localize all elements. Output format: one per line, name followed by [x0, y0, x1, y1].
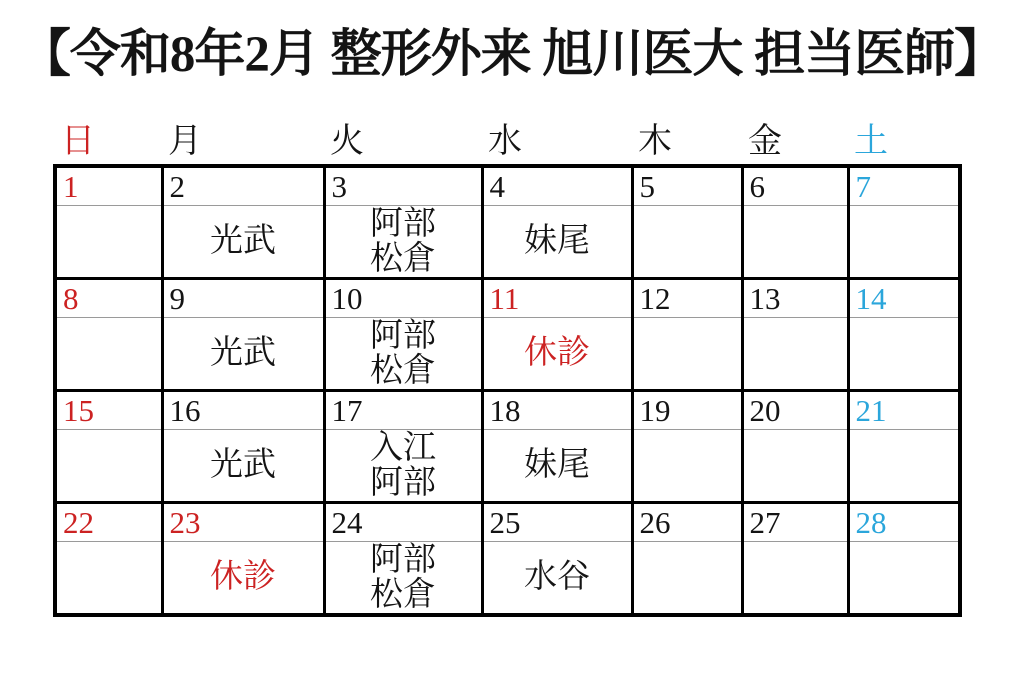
- date-number: 14: [850, 280, 959, 318]
- day-cell-20: [742, 391, 848, 503]
- staff-names: [850, 430, 959, 501]
- staff-name: 水谷: [524, 559, 590, 595]
- day-cell-5: [632, 166, 742, 279]
- date-number: 11: [484, 280, 631, 318]
- staff-names: [634, 206, 741, 277]
- date-number: 21: [850, 392, 959, 430]
- date-number: 17: [326, 392, 481, 430]
- staff-names: [164, 430, 323, 501]
- staff-names: [57, 318, 161, 389]
- date-number: 18: [484, 392, 631, 430]
- date-number: 1: [57, 168, 161, 206]
- day-cell-19: [632, 391, 742, 503]
- calendar-body: [55, 166, 960, 615]
- staff-name: 光武: [210, 335, 276, 371]
- date-number: 5: [634, 168, 741, 206]
- staff-name: 阿部: [370, 317, 436, 354]
- staff-name: 松倉: [370, 576, 436, 613]
- day-cell-3: [324, 166, 482, 279]
- day-cell-9: [162, 279, 324, 391]
- staff-names: [164, 318, 323, 389]
- calendar-page: [0, 12, 1024, 674]
- staff-name: 光武: [210, 447, 276, 483]
- staff-names: [850, 206, 959, 277]
- staff-names: [634, 318, 741, 389]
- date-number: 13: [744, 280, 847, 318]
- day-cell-26: [632, 503, 742, 616]
- staff-name: 妹尾: [524, 223, 590, 259]
- staff-names: [484, 430, 631, 501]
- day-cell-25: [482, 503, 632, 616]
- weekday-header-saturday: 土: [854, 123, 888, 160]
- day-cell-2: [162, 166, 324, 279]
- staff-name: 阿部: [370, 205, 436, 242]
- day-cell-18: [482, 391, 632, 503]
- day-cell-24: [324, 503, 482, 616]
- day-cell-17: [324, 391, 482, 503]
- staff-name: 休診: [524, 335, 590, 371]
- weekday-header-friday: 金: [748, 123, 782, 160]
- day-cell-14: [848, 279, 960, 391]
- staff-name: 阿部: [370, 464, 436, 501]
- day-cell-6: [742, 166, 848, 279]
- day-cell-10: [324, 279, 482, 391]
- staff-names: [850, 542, 959, 613]
- staff-names: [326, 542, 481, 613]
- staff-name: 光武: [210, 223, 276, 259]
- calendar-table: [53, 164, 962, 617]
- staff-names: [484, 542, 631, 613]
- day-cell-13: [742, 279, 848, 391]
- date-number: 20: [744, 392, 847, 430]
- date-number: 12: [634, 280, 741, 318]
- date-number: 15: [57, 392, 161, 430]
- staff-names: [326, 430, 481, 501]
- day-cell-22: [55, 503, 162, 616]
- calendar-week-row: [55, 503, 960, 616]
- staff-names: [326, 206, 481, 277]
- weekday-header-wednesday: 水: [488, 123, 522, 160]
- date-number: 3: [326, 168, 481, 206]
- staff-names: [634, 430, 741, 501]
- day-cell-16: [162, 391, 324, 503]
- date-number: 19: [634, 392, 741, 430]
- day-cell-8: [55, 279, 162, 391]
- staff-name: 妹尾: [524, 447, 590, 483]
- staff-names: [57, 542, 161, 613]
- date-number: 2: [164, 168, 323, 206]
- date-number: 9: [164, 280, 323, 318]
- day-cell-21: [848, 391, 960, 503]
- staff-names: [164, 542, 323, 613]
- date-number: 22: [57, 504, 161, 542]
- staff-name: 松倉: [370, 352, 436, 389]
- date-number: 28: [850, 504, 959, 542]
- day-cell-12: [632, 279, 742, 391]
- staff-name: 松倉: [370, 240, 436, 277]
- weekday-header-row: [53, 122, 1024, 162]
- day-cell-4: [482, 166, 632, 279]
- weekday-header-tuesday: 火: [330, 123, 364, 160]
- date-number: 24: [326, 504, 481, 542]
- staff-names: [744, 318, 847, 389]
- staff-name: 入江: [370, 429, 436, 466]
- calendar: [53, 122, 1024, 617]
- day-cell-23: [162, 503, 324, 616]
- date-number: 23: [164, 504, 323, 542]
- staff-names: [484, 318, 631, 389]
- staff-names: [57, 430, 161, 501]
- day-cell-7: [848, 166, 960, 279]
- weekday-header-sunday: 日: [61, 123, 95, 160]
- calendar-week-row: [55, 279, 960, 391]
- staff-names: [744, 542, 847, 613]
- staff-names: [744, 430, 847, 501]
- day-cell-15: [55, 391, 162, 503]
- day-cell-27: [742, 503, 848, 616]
- staff-names: [484, 206, 631, 277]
- date-number: 4: [484, 168, 631, 206]
- date-number: 25: [484, 504, 631, 542]
- date-number: 8: [57, 280, 161, 318]
- day-cell-11: [482, 279, 632, 391]
- date-number: 10: [326, 280, 481, 318]
- staff-names: [850, 318, 959, 389]
- day-cell-28: [848, 503, 960, 616]
- day-cell-1: [55, 166, 162, 279]
- page-title: 【令和8年2月 整形外来 旭川医大 担当医師】: [19, 27, 1005, 83]
- date-number: 27: [744, 504, 847, 542]
- date-number: 16: [164, 392, 323, 430]
- date-number: 7: [850, 168, 959, 206]
- staff-names: [744, 206, 847, 277]
- staff-name: 阿部: [370, 541, 436, 578]
- staff-name: 休診: [210, 559, 276, 595]
- weekday-header-monday: 月: [168, 123, 202, 160]
- date-number: 6: [744, 168, 847, 206]
- calendar-week-row: [55, 391, 960, 503]
- calendar-week-row: [55, 166, 960, 279]
- date-number: 26: [634, 504, 741, 542]
- staff-names: [326, 318, 481, 389]
- staff-names: [57, 206, 161, 277]
- weekday-header-thursday: 木: [638, 123, 672, 160]
- staff-names: [164, 206, 323, 277]
- staff-names: [634, 542, 741, 613]
